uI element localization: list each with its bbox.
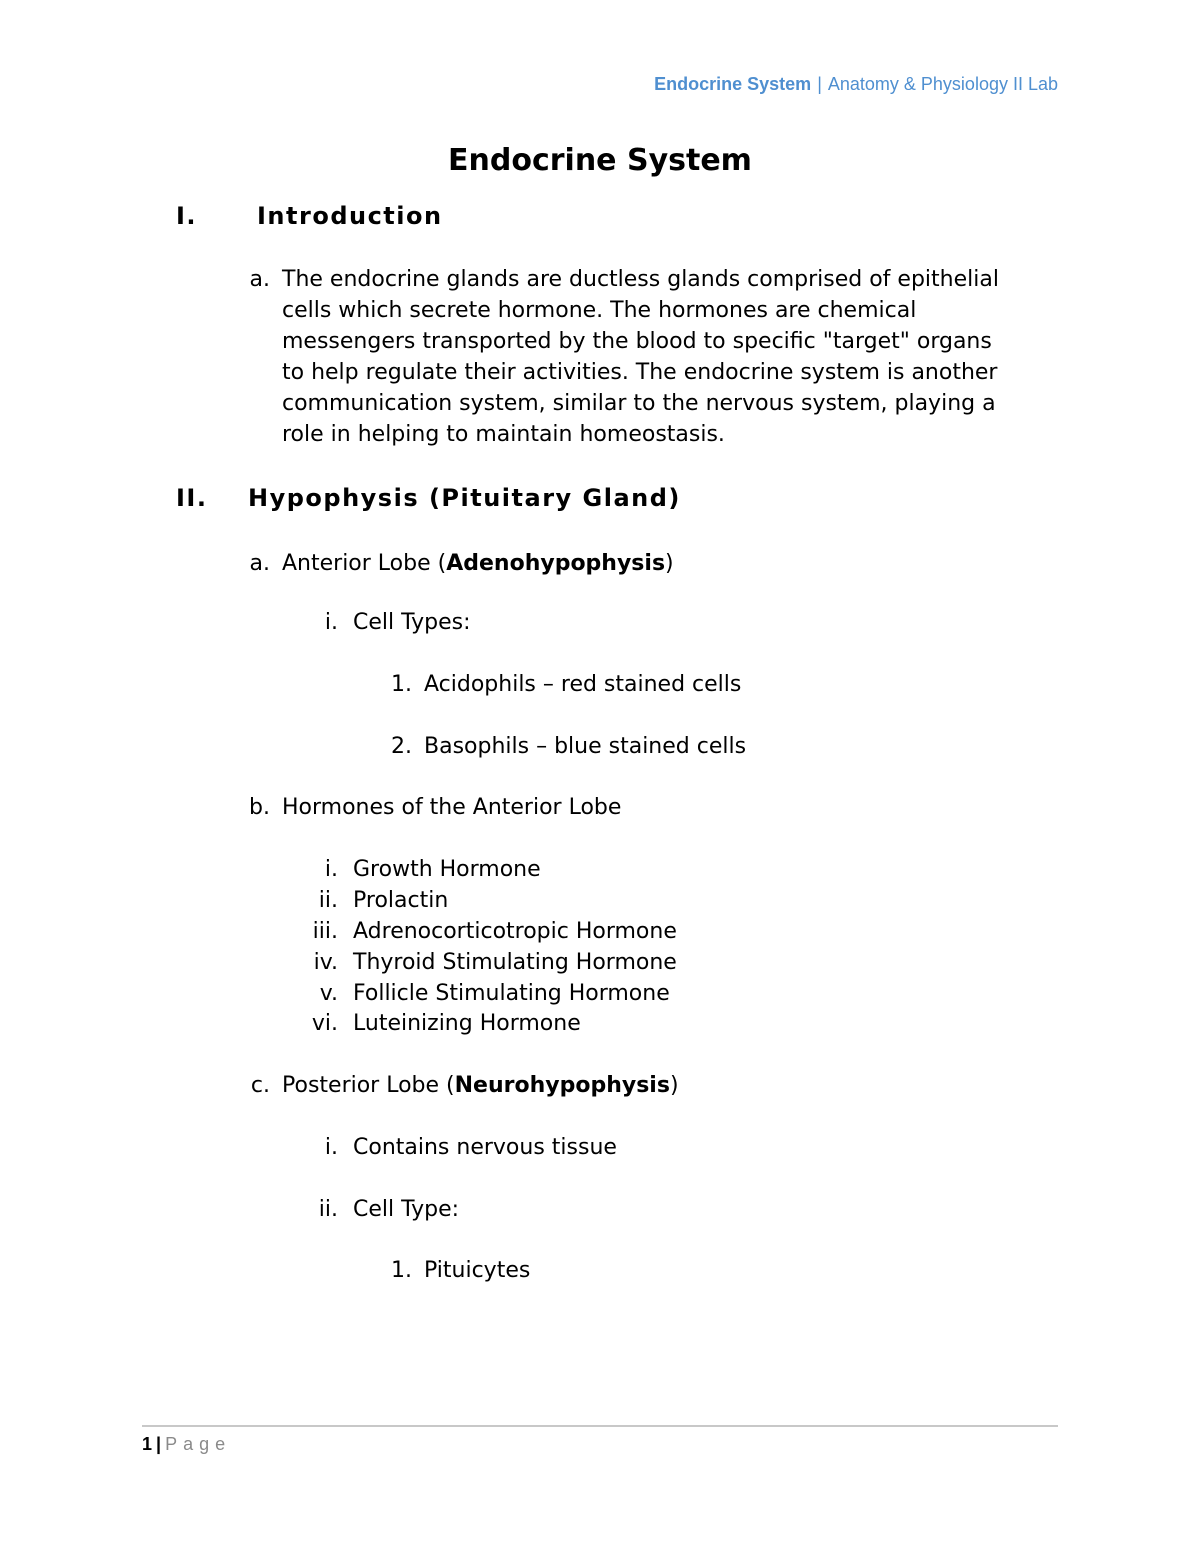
intro-paragraph [282, 264, 1072, 450]
list-item-text: Thyroid Stimulating Hormone [353, 950, 677, 975]
list-marker: a. [249, 551, 270, 576]
footer-separator: | [156, 1434, 162, 1454]
list-item-text: Prolactin [353, 888, 449, 913]
list-marker: a. [249, 267, 270, 292]
paragraph-line: messengers transported by the blood to specific "target" organs [282, 329, 992, 354]
list-item-text: Acidophils – red stained cells [424, 672, 742, 697]
list-marker: b. [249, 795, 270, 820]
list-item-text: Contains nervous tissue [353, 1135, 617, 1160]
page-header [654, 74, 1058, 95]
list-item-text: Cell Type: [353, 1197, 460, 1222]
list-marker: vi. [311, 1011, 338, 1036]
paragraph-line: to help regulate their activities. The endocrine system is another [282, 360, 998, 385]
paragraph-line: communication system, similar to the nervous system, playing a [282, 391, 996, 416]
list-item-text [282, 548, 674, 579]
text-segment: Posterior Lobe ( [282, 1073, 455, 1098]
section-number: II. [176, 484, 208, 512]
list-marker: c. [250, 1073, 270, 1098]
paragraph-line: The endocrine glands are ductless glands comprised of epithelial [282, 267, 999, 292]
paragraph-line: role in helping to maintain homeostasis. [282, 422, 725, 447]
list-item-text: Pituicytes [424, 1258, 531, 1283]
list-marker: i. [324, 1135, 338, 1160]
list-marker: ii. [318, 888, 338, 913]
text-segment: ) [669, 1073, 679, 1098]
list-item-text: Follicle Stimulating Hormone [353, 981, 670, 1006]
text-segment: Anterior Lobe ( [282, 551, 447, 576]
list-marker: 1. [391, 1258, 412, 1283]
document-title: Endocrine System [448, 143, 752, 178]
bold-term: Adenohypophysis [446, 551, 666, 576]
list-marker: iii. [312, 919, 338, 944]
list-marker: v. [319, 981, 338, 1006]
page-footer [142, 1434, 231, 1455]
header-subtitle: Anatomy & Physiology II Lab [827, 74, 1058, 94]
bold-term: Neurohypophysis [454, 1073, 670, 1098]
list-marker: iv. [313, 950, 338, 975]
list-item-text: Basophils – blue stained cells [424, 734, 747, 759]
footer-divider [142, 1425, 1058, 1427]
paragraph-line: cells which secrete hormone. The hormones are chemical [282, 298, 917, 323]
list-item-text: Luteinizing Hormone [353, 1011, 581, 1036]
page-number: 1 [142, 1434, 153, 1454]
section-number: I. [176, 202, 198, 230]
list-marker: i. [324, 857, 338, 882]
list-marker: 2. [391, 734, 412, 759]
list-item-text: Growth Hormone [353, 857, 541, 882]
page-label: Page [165, 1434, 232, 1454]
list-item-text: Cell Types: [353, 610, 471, 635]
list-marker: 1. [391, 672, 412, 697]
list-marker: i. [324, 610, 338, 635]
list-marker: ii. [318, 1197, 338, 1222]
list-item-text [282, 1070, 679, 1101]
list-item-text: Hormones of the Anterior Lobe [282, 795, 622, 820]
section-title: Introduction [257, 202, 443, 230]
header-title: Endocrine System [654, 74, 812, 94]
section-title: Hypophysis (Pituitary Gland) [248, 484, 681, 512]
list-item-text: Adrenocorticotropic Hormone [353, 919, 677, 944]
text-segment: ) [665, 551, 674, 576]
header-separator: | [817, 74, 822, 94]
